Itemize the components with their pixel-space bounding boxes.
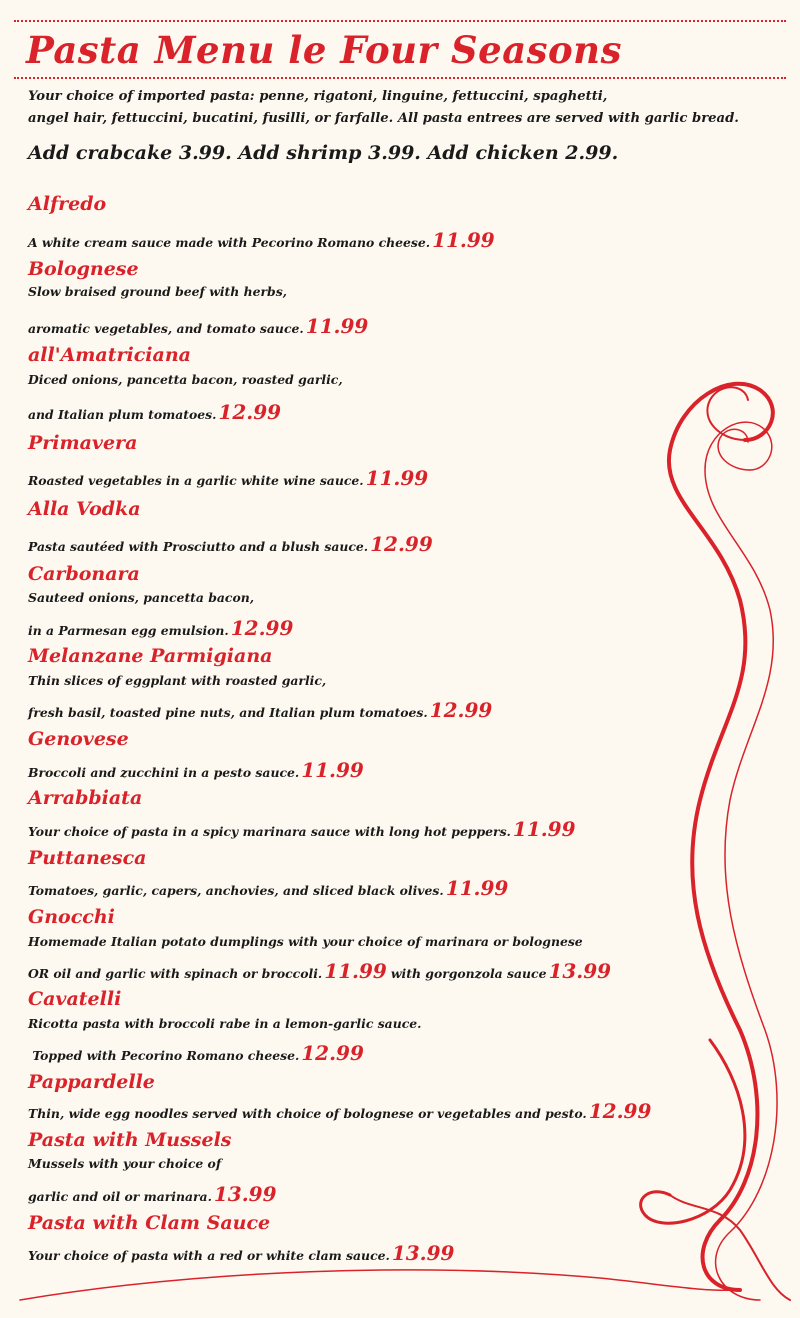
item-price: 11.99 <box>512 817 576 841</box>
intro-text <box>28 86 788 130</box>
item-price: 11.99 <box>365 466 429 490</box>
page-title: Pasta Menu le Four Seasons <box>26 28 622 72</box>
item-price: 11.99 <box>301 758 364 782</box>
item-description: Broccoli and zucchini in a pesto sauce. 11.99 <box>28 758 364 782</box>
item-description: Thin, wide egg noodles served with choice of bolognese or vegetables and pesto. 12.99 <box>28 1099 652 1123</box>
item-price: 12.99 <box>230 616 294 640</box>
item-name-pasta-with-clam-sauce: Pasta with Clam Sauce <box>28 1212 271 1234</box>
item-description: Homemade Italian potato dumplings with your choice of marinara or bolognese <box>28 934 583 949</box>
addons-text: Add crabcake 3.99. Add shrimp 3.99. Add chicken 2.99. <box>28 142 619 164</box>
item-name-arrabbiata: Arrabbiata <box>28 787 143 809</box>
item-extra-price: 13.99 <box>548 959 612 983</box>
item-description: Your choice of pasta with a red or white clam sauce. 13.99 <box>28 1241 455 1265</box>
item-description: Roasted vegetables in a garlic white wine sauce. 11.99 <box>28 466 429 490</box>
item-price: 11.99 <box>305 314 369 338</box>
item-name-puttanesca: Puttanesca <box>28 847 147 869</box>
intro-line: angel hair, fettuccini, bucatini, fusilli, or farfalle. All pasta entrees are served with garlic bread. <box>28 111 739 126</box>
item-description: A white cream sauce made with Pecorino Romano cheese. 11.99 <box>28 228 495 252</box>
item-price: 11.99 <box>324 959 387 983</box>
item-price: 11.99 <box>432 228 495 252</box>
title-dotted-rule <box>14 77 786 79</box>
item-description: garlic and oil or marinara. 13.99 <box>28 1182 277 1206</box>
item-name-amatriciana: all'Amatriciana <box>28 344 191 366</box>
item-price: 13.99 <box>213 1182 277 1206</box>
item-description: Pasta sautéed with Prosciutto and a blush sauce. 12.99 <box>28 532 433 556</box>
item-description: fresh basil, toasted pine nuts, and Italian plum tomatoes. 12.99 <box>28 698 493 722</box>
item-name-pasta-with-mussels: Pasta with Mussels <box>28 1129 232 1151</box>
item-description: Diced onions, pancetta bacon, roasted garlic, <box>28 372 343 387</box>
item-name-alla-vodka: Alla Vodka <box>28 498 141 520</box>
item-price: 12.99 <box>429 698 493 722</box>
item-extra-label: with gorgonzola sauce <box>390 966 547 981</box>
item-price: 12.99 <box>301 1041 364 1065</box>
item-description: OR oil and garlic with spinach or broccoli. 11.99 with gorgonzola sauce 13.99 <box>28 959 612 983</box>
item-name-primavera: Primavera <box>28 432 138 454</box>
item-name-genovese: Genovese <box>28 728 129 750</box>
item-price: 13.99 <box>391 1241 455 1265</box>
item-description: Your choice of pasta in a spicy marinara sauce with long hot peppers. 11.99 <box>28 817 576 841</box>
item-price: 11.99 <box>445 876 509 900</box>
top-dotted-rule <box>14 20 786 22</box>
item-price: 12.99 <box>588 1099 652 1123</box>
item-name-gnocchi: Gnocchi <box>28 906 115 928</box>
item-name-cavatelli: Cavatelli <box>28 988 122 1010</box>
item-description: Sauteed onions, pancetta bacon, <box>28 590 255 605</box>
item-description: Thin slices of eggplant with roasted garlic, <box>28 673 327 688</box>
item-name-carbonara: Carbonara <box>28 563 140 585</box>
item-name-pappardelle: Pappardelle <box>28 1071 155 1093</box>
item-name-alfredo: Alfredo <box>28 193 107 215</box>
item-description: Topped with Pecorino Romano cheese. 12.99 <box>28 1041 364 1065</box>
item-name-bolognese: Bolognese <box>28 258 139 280</box>
item-description: Slow braised ground beef with herbs, <box>28 284 287 299</box>
item-name-melanzane-parmigiana: Melanzane Parmigiana <box>28 645 273 667</box>
item-description: Ricotta pasta with broccoli rabe in a lemon-garlic sauce. <box>28 1016 422 1031</box>
item-price: 12.99 <box>218 400 282 424</box>
intro-line: Your choice of imported pasta: penne, rigatoni, linguine, fettuccini, spaghetti, <box>28 89 608 104</box>
item-description: Tomatoes, garlic, capers, anchovies, and sliced black olives. 11.99 <box>28 876 509 900</box>
item-description: and Italian plum tomatoes. 12.99 <box>28 400 282 424</box>
item-description: in a Parmesan egg emulsion. 12.99 <box>28 616 294 640</box>
item-description: aromatic vegetables, and tomato sauce. 11.99 <box>28 314 369 338</box>
item-price: 12.99 <box>370 532 433 556</box>
item-description: Mussels with your choice of <box>28 1156 222 1171</box>
